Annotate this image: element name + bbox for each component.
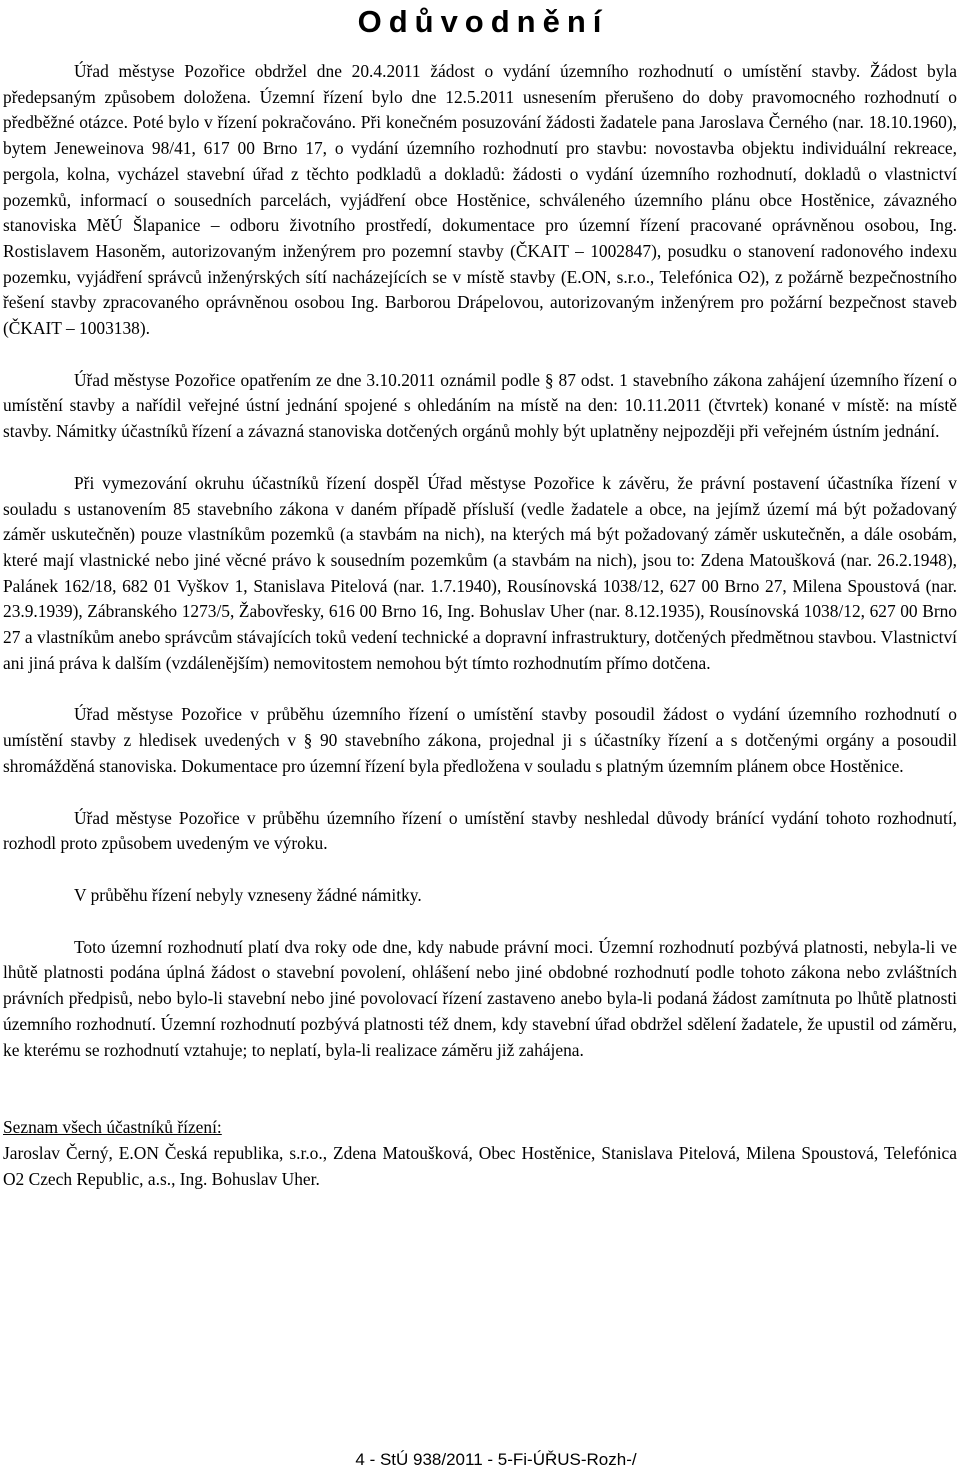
paragraph-no-objections: V průběhu řízení nebyly vzneseny žádné námitky. bbox=[74, 884, 422, 905]
paragraph-proceeding-notice: Úřad městyse Pozořice opatřením ze dne 3.10.2011 oznámil podle § 87 odst. 1 stavebního zákona zahájení územního řízení o umístění stavby a nařídil veřejné ústní jednání spojené s ohledáním na místě na den: 10.11.2011 (čtvrtek) konané v místě: na místě stavby. Námitky účastníků řízení a závazná stanoviska dotčených orgánů mohly být uplatněny nejpozději při veřejném ústním jednání. bbox=[3, 369, 957, 442]
participants-list: Jaroslav Černý, E.ON Česká republika, s.r.o., Zdena Matoušková, Obec Hostěnice, Stanislava Pitelová, Milena Spoustová, Telefónica O2 Czech Republic, a.s., Ing. Bohuslav Uher. bbox=[3, 1142, 957, 1189]
participants-heading: Seznam všech účastníků řízení: bbox=[3, 1117, 222, 1138]
paragraph-participants-definition: Při vymezování okruhu účastníků řízení dospěl Úřad městyse Pozořice k závěru, že právní postavení účastníka řízení v souladu s ustanovením 85 stavebního zákona v daném případě přísluší (vedle žadatele a obce, na jejímž území má být požadovaný záměr uskutečněn) pouze vlastníkům pozemků (a stavbám na nich), na kterých má být požadovaný záměr uskutečněn, a dále osobám, které mají vlastnické nebo jiné věcné právo k sousedním pozemkům (a stavbám na nich), jsou to: Zdena Matoušková (nar. 26.2.1948), Palánek 162/18, 682 01 Vyškov 1, Stanislava Pitelová (nar. 1.7.1940), Rousínovská 1038/12, 627 00 Brno 27, Milena Spoustová (nar. 23.9.1939), Zábranského 1273/5, Žabovřesky, 616 00 Brno 16, Ing. Bohuslav Uher (nar. 8.12.1935), Rousínovská 1038/12, 627 00 Brno 27 a vlastníkům anebo správcům stávajících toků vedení technické a dopravní infrastruktury, dotčených předmětnou stavbou. Vlastnictví ani jiná práva k dalším (vzdálenějším) nemovitostem nemohou být tímto rozhodnutím přímo dotčena. bbox=[3, 472, 957, 673]
paragraph-validity: Toto územní rozhodnutí platí dva roky ode dne, kdy nabude právní moci. Územní rozhodnutí pozbývá platnosti, nebyla-li ve lhůtě platnosti podána úplná žádost o stavební povolení, ohlášení nebo jiné obdobné rozhodnutí podle tohoto zákona nebo zvláštních právních předpisů, nebo bylo-li stavební nebo jiné povolovací řízení zastaveno anebo byla-li podaná žádost zamítnuta po lhůtě platnosti územního rozhodnutí. Územní rozhodnutí pozbývá platnosti též dnem, kdy stavební úřad obdržel sdělení žadatele, že upustil od záměru, ke kterému se rozhodnutí vztahuje; to neplatí, byla-li realizace záměru již zahájena. bbox=[3, 936, 957, 1060]
paragraph-application-summary: Úřad městyse Pozořice obdržel dne 20.4.2011 žádost o vydání územního rozhodnutí o umístění stavby. Žádost byla předepsaným způsobem doložena. Územní řízení bylo dne 12.5.2011 usnesením přerušeno do doby pravomocného rozhodnutí o předběžné otázce. Poté bylo v řízení pokračováno. Při konečném posuzování žádosti žadatele pana Jaroslava Černého (nar. 18.10.1960), bytem Jeneweinova 98/41, 617 00 Brno 17, o vydání územního rozhodnutí pro stavbu: novostavba objektu individuální rekreace, pergola, kolna, vycházel stavební úřad z těchto podkladů a dokladů: žádosti o vydání územního rozhodnutí, dokladů o vlastnictví pozemků, informací o sousedních parcelách, vyjádření obce Hostěnice, schváleného územního plánu obce Hostěnice, závazného stanoviska MěÚ Šlapanice – odboru životního prostředí, dokumentace pro územní řízení pracované oprávněnou osobou, Ing. Rostislavem Hasoněm, autorizovaným inženýrem pro pozemní stavby (ČKAIT – 1002847), posudku o stanovení radonového indexu pozemku, vyjádření správců inženýrských sítí nacházejících se v místě stavby (E.ON, s.r.o., Telefónica O2), z požárně bezpečnostního řešení stavby zpracovaného oprávněnou osobou Ing. Barborou Drápelovou, autorizovaným inženýrem pro požární bezpečnost staveb (ČKAIT – 1003138). bbox=[3, 61, 957, 339]
document-title: Odůvodnění bbox=[357, 4, 609, 39]
paragraph-assessment: Úřad městyse Pozořice v průběhu územního řízení o umístění stavby posoudil žádost o vydání územního rozhodnutí o umístění stavby z hledisek uvedených v § 90 stavebního zákona, projednal ji s účastníky řízení a s dotčenými orgány a posoudil shromážděná stanoviska. Dokumentace pro územní řízení byla předložena v souladu s platným územním plánem obce Hostěnice. bbox=[3, 704, 957, 776]
page-footer-reference: 4 - StÚ 938/2011 - 5-Fi-ÚŘUS-Rozh-/ bbox=[355, 1450, 637, 1469]
document-page bbox=[3, 0, 957, 1192]
paragraph-decision: Úřad městyse Pozořice v průběhu územního řízení o umístění stavby neshledal důvody bránící vydání tohoto rozhodnutí, rozhodl proto způsobem uvedeným ve výroku. bbox=[3, 807, 957, 854]
